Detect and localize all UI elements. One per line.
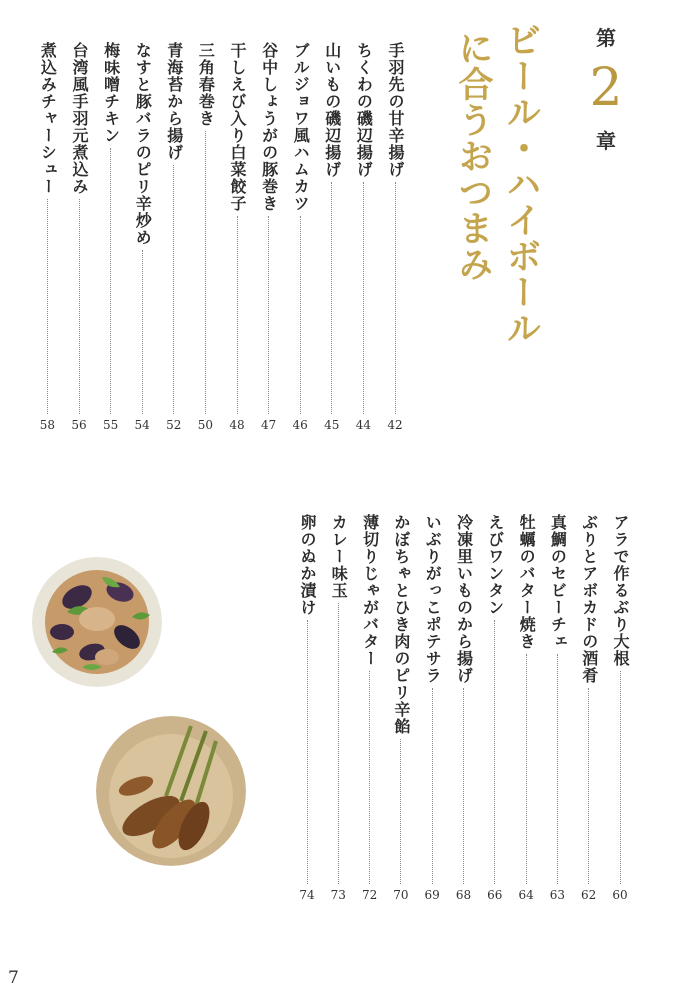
toc-entry	[33, 42, 61, 432]
toc-leader	[47, 199, 48, 414]
toc-entry-page: 52	[166, 418, 182, 432]
toc-entry-title: ぶりとアボカドの酒肴	[579, 514, 599, 684]
toc-entry	[191, 42, 219, 432]
toc-entry-title: えびワンタン	[485, 514, 505, 616]
toc-entry	[255, 42, 283, 432]
toc-entry-title: 谷中しょうがの豚巻き	[259, 42, 279, 212]
toc-leader	[331, 182, 332, 414]
toc-entry-title: 煮込みチャーシュー	[38, 42, 58, 195]
toc-entry-page: 69	[424, 888, 440, 902]
toc-entry	[324, 514, 352, 902]
chapter-number: 2	[589, 58, 623, 118]
toc-leader	[620, 671, 621, 884]
toc-entry-page: 74	[299, 888, 315, 902]
skewers-photo	[96, 716, 246, 866]
toc-entry	[387, 514, 415, 902]
toc-entry-page: 62	[581, 888, 597, 902]
toc-leader	[395, 182, 396, 414]
toc-entry-title: ちくわの磯辺揚げ	[354, 42, 374, 178]
toc-entry-title: 薄切りじゃがバター	[360, 514, 380, 667]
toc-leader	[526, 654, 527, 884]
toc-entry-title: 牡蠣のバター焼き	[517, 514, 537, 650]
toc-leader	[557, 654, 558, 884]
toc-leader	[268, 216, 269, 414]
toc-entry-page: 72	[361, 888, 378, 902]
chapter-title-line2: に合うおつまみ	[453, 30, 493, 282]
toc-entry	[481, 514, 509, 902]
toc-leader	[142, 250, 143, 414]
toc-entry-page: 47	[260, 418, 277, 432]
toc-entry	[349, 42, 377, 432]
toc-entry	[223, 42, 251, 432]
toc-leader	[400, 739, 401, 884]
toc-entry	[356, 514, 384, 902]
stirfry-photo	[32, 557, 162, 687]
toc-entry-title: 山いもの磯辺揚げ	[322, 42, 342, 178]
toc-entry	[381, 42, 409, 432]
toc-entry-title: いぶりがっこポテサラ	[423, 514, 443, 684]
toc-leader	[363, 182, 364, 414]
toc-leader	[338, 603, 339, 884]
toc-entry	[512, 514, 540, 902]
toc-entry-title: 梅味噌チキン	[101, 42, 121, 144]
chapter-title-line1: ビール・ハイボール	[501, 22, 541, 346]
toc-leader	[494, 620, 495, 884]
toc-entry-page: 60	[612, 888, 628, 902]
toc-entry-title: 手羽先の甘辛揚げ	[386, 42, 405, 178]
toc-entry	[97, 42, 125, 432]
toc-entry-title: かぼちゃとひき肉のピリ辛餡	[391, 514, 411, 735]
toc-leader	[369, 671, 370, 884]
toc-entry	[450, 514, 478, 902]
toc-entry	[65, 42, 93, 432]
toc-entry-title: 三角春巻き	[196, 42, 216, 127]
toc-entry-page: 42	[387, 418, 403, 432]
chapter-label	[586, 22, 626, 154]
toc-leader	[237, 216, 238, 414]
toc-entry-title: ブルジョワ風ハムカツ	[291, 42, 311, 212]
toc-entry	[293, 514, 321, 902]
toc-leader	[588, 688, 589, 884]
toc-entry-page: 46	[292, 418, 308, 432]
toc-entry-page: 54	[134, 418, 150, 432]
toc-leader	[307, 620, 308, 884]
toc-entry-title: 台湾風手羽元煮込み	[70, 42, 89, 195]
chapter-prefix: 第	[596, 26, 616, 50]
toc-entry-title: カレー味玉	[329, 514, 349, 599]
toc-entry-page: 63	[549, 888, 566, 902]
toc-entry-page: 44	[355, 418, 372, 432]
toc-entry	[606, 514, 634, 902]
toc-entry-title: 冷凍里いものから揚げ	[454, 514, 474, 684]
toc-leader	[205, 131, 206, 414]
toc-entry-page: 55	[102, 418, 119, 432]
toc-entry-page: 70	[393, 888, 409, 902]
toc-entry-page: 68	[455, 888, 472, 902]
chapter-suffix: 章	[596, 129, 616, 153]
toc-leader	[432, 688, 433, 884]
toc-leader	[110, 148, 111, 414]
toc-entry-title: 真鯛のセビーチェ	[548, 514, 568, 650]
toc-entry-title: 卵のぬか漬け	[298, 514, 317, 616]
toc-entry-page: 45	[324, 418, 340, 432]
toc-entry-title: 干しえび入り白菜餃子	[228, 42, 247, 212]
toc-leader	[79, 199, 80, 414]
toc-entry-page: 73	[330, 888, 346, 902]
toc-entry	[418, 514, 446, 902]
toc-entry	[543, 514, 571, 902]
toc-entry-page: 66	[487, 888, 503, 902]
toc-entry	[318, 42, 346, 432]
toc-leader	[463, 688, 464, 884]
toc-entry-title: 青海苔から揚げ	[164, 42, 184, 161]
toc-entry	[575, 514, 603, 902]
toc-entry	[160, 42, 188, 432]
toc-entry-page: 48	[229, 418, 245, 432]
toc-entry-title: なすと豚バラのピリ辛炒め	[133, 42, 153, 246]
page-number: 7	[8, 968, 19, 988]
toc-entry-title: アラで作るぶり大根	[611, 514, 630, 667]
toc-entry	[286, 42, 314, 432]
toc-leader	[173, 165, 174, 414]
toc-entry-page: 50	[197, 418, 214, 432]
toc-entry-page: 56	[71, 418, 87, 432]
toc-entry-page: 58	[39, 418, 56, 432]
toc-entry	[128, 42, 156, 432]
toc-leader	[300, 216, 301, 414]
toc-entry-page: 64	[518, 888, 534, 902]
